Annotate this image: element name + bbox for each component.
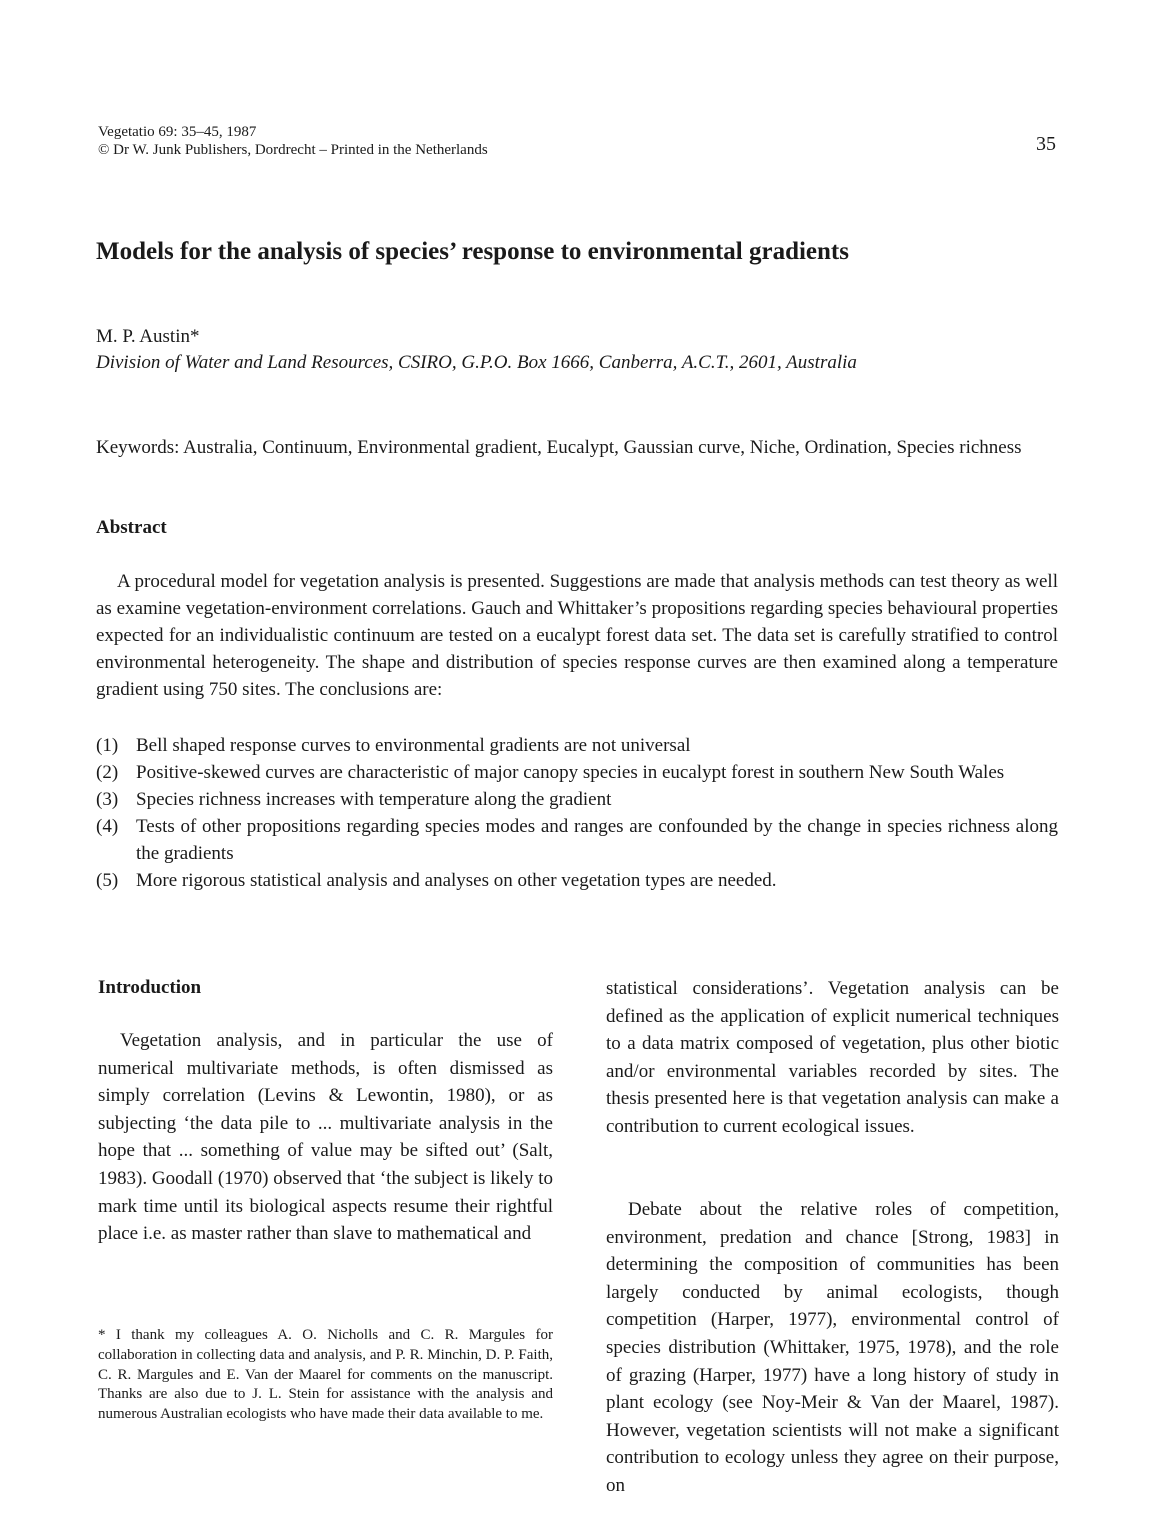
abstract-heading: Abstract — [96, 517, 167, 538]
conclusion-item — [96, 732, 1058, 759]
abstract-text: A procedural model for vegetation analysis is presented. Suggestions are made that analysis methods can test theory as well as examine vegetation-environment correlations. Gauch and Whittaker’s propositions regarding species behavioural properties expected for an individualistic continuum are tested on a eucalypt forest data set. The data set is carefully stratified to control environmental heterogeneity. The shape and distribution of species response curves are then examined along a temperature gradient using 750 sites. The conclusions are: — [96, 571, 1058, 700]
keywords: Keywords: Australia, Continuum, Environmental gradient, Eucalypt, Gaussian curve, Niche, Ordination, Species richness — [96, 437, 1022, 458]
conclusion-text: Tests of other propositions regarding species modes and ranges are confounded by the change in species richness along the gradients — [136, 816, 1058, 864]
page-number: 35 — [1036, 133, 1056, 155]
conclusion-item — [96, 813, 1058, 867]
conclusion-text: Species richness increases with temperature along the gradient — [136, 789, 612, 810]
conclusion-text: Bell shaped response curves to environmental gradients are not universal — [136, 735, 691, 756]
conclusion-number: (2) — [96, 762, 119, 783]
publisher-line: © Dr W. Junk Publishers, Dordrecht – Printed in the Netherlands — [98, 142, 488, 158]
introduction-heading: Introduction — [98, 977, 202, 998]
conclusion-item — [96, 786, 1058, 813]
conclusion-text: Positive-skewed curves are characteristic of major canopy species in eucalypt forest in southern New South Wales — [136, 762, 1005, 783]
author: M. P. Austin* — [96, 326, 200, 347]
article-title: Models for the analysis of species’ response to environmental gradients — [96, 238, 849, 265]
conclusion-number: (3) — [96, 789, 119, 810]
conclusions-list — [96, 732, 1058, 894]
introduction-paragraph-2: Debate about the relative roles of competition, environment, predation and chance [Strong, 1983] in determining the composition of communities has been largely conducted by animal ecologists, though competition (Harper, 1977), environmental control of species distribution (Whittaker, 1975, 1978), and the role of grazing (Harper, 1977) have a long history of study in plant ecology (see Noy-Meir & Van der Maarel, 1987). However, vegetation scientists will not make a significant contribution to ecology unless they agree on their purpose, on — [606, 1199, 1059, 1496]
introduction-paragraph: Vegetation analysis, and in particular the use of numerical multivariate methods, is often dismissed as simply correlation (Levins & Lewontin, 1980), or as subjecting ‘the data pile to ... multivariate analysis in the hope that ... something of value may be sifted out’ (Salt, 1983). Goodall (1970) observed that ‘the subject is likely to mark time until its biological aspects resume their rightful place i.e. as master rather than slave to mathematical and — [98, 1030, 553, 1245]
conclusion-number: (4) — [96, 816, 119, 837]
introduction-paragraph-continued: statistical considerations’. Vegetation analysis can be defined as the application of explicit numerical techniques to a data matrix composed of vegetation, plus other biotic and/or environmental variables recorded by sites. The thesis presented here is that vegetation analysis can make a contribution to current ecological issues. — [606, 978, 1059, 1137]
conclusion-item — [96, 867, 1058, 894]
footnote: * I thank my colleagues A. O. Nicholls and C. R. Margules for collaboration in collecting data and analysis, and P. R. Minchin, D. P. Faith, C. R. Margules and E. Van der Maarel for comments on the manuscript. Thanks are also due to J. L. Stein for assistance with the analysis and numerous Australian ecologists who have made their data available to me. — [98, 1327, 553, 1423]
conclusion-number: (1) — [96, 735, 119, 756]
conclusion-number: (5) — [96, 870, 119, 891]
conclusion-text: More rigorous statistical analysis and analyses on other vegetation types are needed. — [136, 870, 777, 891]
affiliation: Division of Water and Land Resources, CSIRO, G.P.O. Box 1666, Canberra, A.C.T., 2601, Australia — [96, 352, 857, 373]
journal-reference: Vegetatio 69: 35–45, 1987 — [98, 124, 257, 140]
conclusion-item — [96, 759, 1058, 786]
